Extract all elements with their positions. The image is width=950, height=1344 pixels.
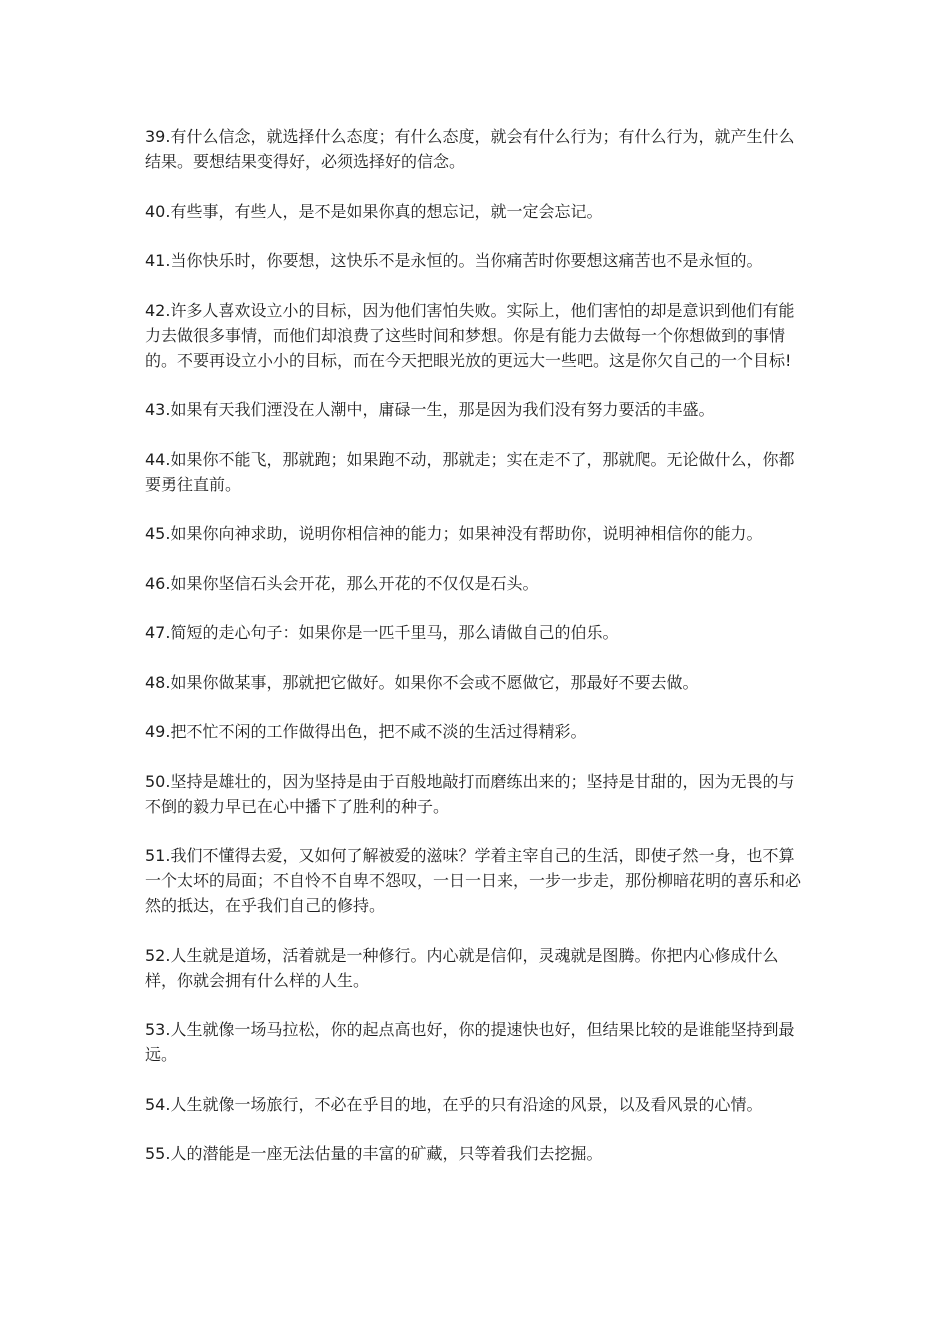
paragraph-42: 42.许多人喜欢设立小的目标，因为他们害怕失败。实际上，他们害怕的却是意识到他们有能力去做很多事情，而他们却浪费了这些时间和梦想。你是有能力去做每一个你想做到的事情的。不要再设立小小的目标，而在今天把眼光放的更远大一些吧。这是你欠自己的一个目标! xyxy=(145,300,795,370)
paragraph-50: 50.坚持是雄壮的，因为坚持是由于百般地敲打而磨练出来的；坚持是甘甜的，因为无畏的与不倒的毅力早已在心中播下了胜利的种子。 xyxy=(145,771,795,816)
paragraph-54: 54.人生就像一场旅行，不必在乎目的地，在乎的只有沿途的风景，以及看风景的心情。 xyxy=(145,1094,763,1114)
paragraph-55: 55.人的潜能是一座无法估量的丰富的矿藏，只等着我们去挖掘。 xyxy=(145,1144,603,1163)
paragraph-41: 41.当你快乐时，你要想，这快乐不是永恒的。当你痛苦时你要想这痛苦也不是永恒的。 xyxy=(145,251,763,270)
paragraph-40: 40.有些事，有些人，是不是如果你真的想忘记，就一定会忘记。 xyxy=(145,201,603,221)
paragraph-44: 44.如果你不能飞，那就跑；如果跑不动，那就走；实在走不了，那就爬。无论做什么，你都要勇往直前。 xyxy=(145,449,795,494)
paragraph-48: 48.如果你做某事，那就把它做好。如果你不会或不愿做它，那最好不要去做。 xyxy=(145,672,699,692)
paragraph-43: 43.如果有天我们湮没在人潮中，庸碌一生，那是因为我们没有努力要活的丰盛。 xyxy=(145,400,715,419)
paragraph-39: 39.有什么信念，就选择什么态度；有什么态度，就会有什么行为；有什么行为，就产生什么结果。要想结果变得好，必须选择好的信念。 xyxy=(145,127,795,171)
paragraph-45: 45.如果你向神求助，说明你相信神的能力；如果神没有帮助你，说明神相信你的能力。 xyxy=(145,524,763,543)
paragraph-53: 53.人生就像一场马拉松，你的起点高也好，你的提速快也好，但结果比较的是谁能坚持到最远。 xyxy=(145,1020,795,1064)
paragraph-46: 46.如果你坚信石头会开花，那么开花的不仅仅是石头。 xyxy=(145,573,539,593)
document-body xyxy=(145,124,809,1191)
paragraph-49: 49.把不忙不闲的工作做得出色，把不咸不淡的生活过得精彩。 xyxy=(145,722,587,741)
paragraph-47: 47.简短的走心句子：如果你是一匹千里马，那么请做自己的伯乐。 xyxy=(145,623,619,642)
paragraph-52: 52.人生就是道场，活着就是一种修行。内心就是信仰，灵魂就是图腾。你把内心修成什么样，你就会拥有什么样的人生。 xyxy=(145,945,779,990)
paragraph-51: 51.我们不懂得去爱，又如何了解被爱的滋味？学着主宰自己的生活，即使孑然一身，也不算一个太坏的局面；不自怜不自卑不怨叹，一日一日来，一步一步走，那份柳暗花明的喜乐和必然的抵达，在乎我们自己的修持。 xyxy=(145,846,802,915)
